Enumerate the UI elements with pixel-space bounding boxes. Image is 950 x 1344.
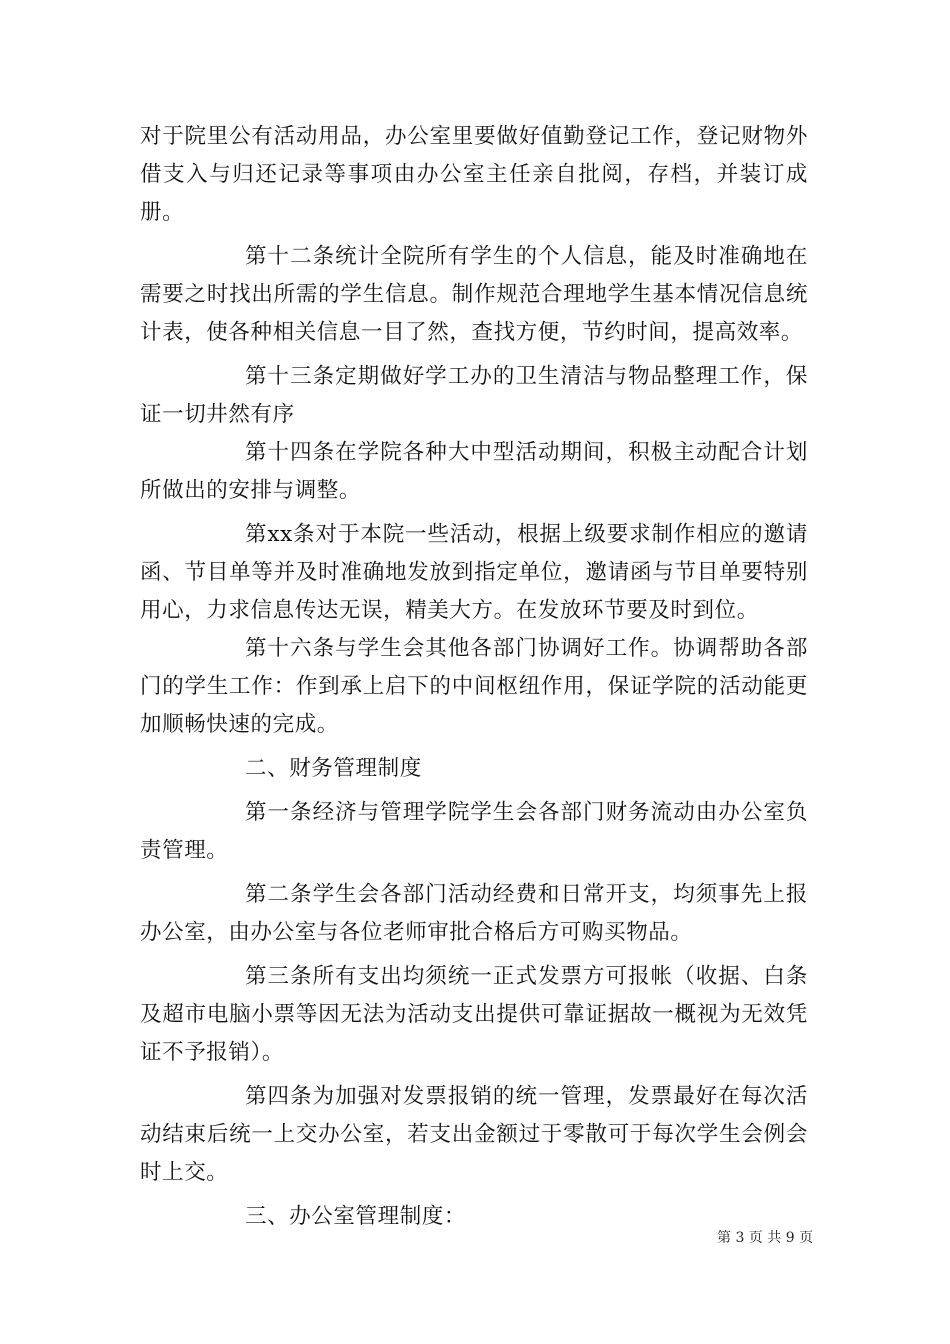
paragraph-article-13: 第十三条定期做好学工办的卫生清洁与物品整理工作，保证一切井然有序 bbox=[140, 364, 808, 427]
paragraph-finance-article-3: 第三条所有支出均须统一正式发票方可报帐（收据、白条及超市电脑小票等因无法为活动支出提供可靠证据故一概视为无效凭证不予报销）。 bbox=[140, 964, 808, 1065]
paragraph-article-12: 第十二条统计全院所有学生的个人信息，能及时准确地在需要之时找出所需的学生信息。制作规范合理地学生基本情况信息统计表，使各种相关信息一目了然，查找方便，节约时间，提高效率。 bbox=[140, 244, 808, 345]
section-heading-finance: 二、财务管理制度 bbox=[245, 756, 422, 781]
paragraph-article-14: 第十四条在学院各种大中型活动期间，积极主动配合计划所做出的安排与调整。 bbox=[140, 440, 808, 503]
paragraph-article-16: 第十六条与学生会其他各部门协调好工作。协调帮助各部门的学生工作：作到承上启下的中间枢纽作用，保证学院的活动能更加顺畅快速的完成。 bbox=[140, 636, 808, 737]
paragraph-article-xx: 第xx条对于本院一些活动，根据上级要求制作相应的邀请函、节目单等并及时准确地发放到指定单位，邀请函与节目单要特别用心，力求信息传达无误，精美大方。在发放环节要及时到位。 bbox=[140, 522, 808, 623]
paragraph-finance-article-2: 第二条学生会各部门活动经费和日常开支，均须事先上报办公室，由办公室与各位老师审批合格后方可购买物品。 bbox=[140, 882, 808, 945]
page-number: 第 3 页 共 9 页 bbox=[717, 1230, 814, 1246]
section-heading-office: 三、办公室管理制度： bbox=[245, 1204, 467, 1229]
paragraph-finance-article-1: 第一条经济与管理学院学生会各部门财务流动由办公室负责管理。 bbox=[140, 800, 808, 863]
paragraph-finance-article-4: 第四条为加强对发票报销的统一管理，发票最好在每次活动结束后统一上交办公室，若支出金额过于零散可于每次学生会例会时上交。 bbox=[140, 1084, 808, 1185]
document-body bbox=[140, 118, 808, 1236]
paragraph-office-items: 对于院里公有活动用品，办公室里要做好值勤登记工作，登记财物外借支入与归还记录等事项由办公室主任亲自批阅，存档，并装订成册。 bbox=[140, 124, 808, 225]
